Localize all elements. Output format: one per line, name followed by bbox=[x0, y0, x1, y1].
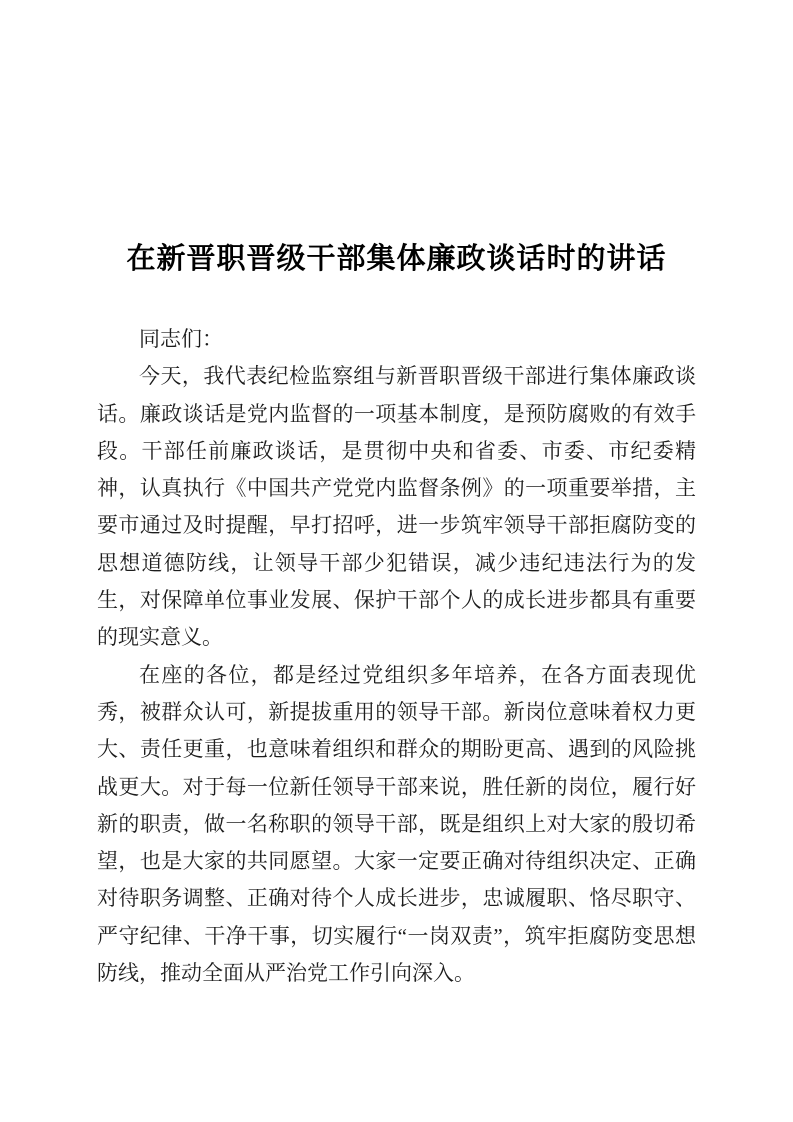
body-paragraph-1: 今天，我代表纪检监察组与新晋职晋级干部进行集体廉政谈话。廉政谈话是党内监督的一项基本制度，是预防腐败的有效手段。干部任前廉政谈话，是贯彻中央和省委、市委、市纪委精神，认真执行《中国共产党党内监督条例》的一项重要举措，主要市通过及时提醒，早打招呼，进一步筑牢领导干部拒腐防变的思想道德防线，让领导干部少犯错误，减少违纪违法行为的发生，对保障单位事业发展、保护干部个人的成长进步都具有重要的现实意义。 bbox=[97, 364, 696, 650]
document-title: 在新晋职晋级干部集体廉政谈话时的讲话 bbox=[126, 243, 667, 275]
document-body bbox=[97, 321, 696, 992]
body-paragraph-2: 在座的各位，都是经过党组织多年培养，在各方面表现优秀，被群众认可，新提拔重用的领导干部。新岗位意味着权力更大、责任更重，也意味着组织和群众的期盼更高、遇到的风险挑战更大。对于每一位新任领导干部来说，胜任新的岗位，履行好新的职责，做一名称职的领导干部，既是组织上对大家的殷切希望，也是大家的共同愿望。大家一定要正确对待组织决定、正确对待职务调整、正确对待个人成长进步，忠诚履职、恪尽职守、严守纪律、干净干事，切实履行“一岗双责”，筑牢拒腐防变思想防线，推动全面从严治党工作引向深入。 bbox=[97, 662, 696, 986]
salutation-line: 同志们： bbox=[139, 327, 223, 351]
